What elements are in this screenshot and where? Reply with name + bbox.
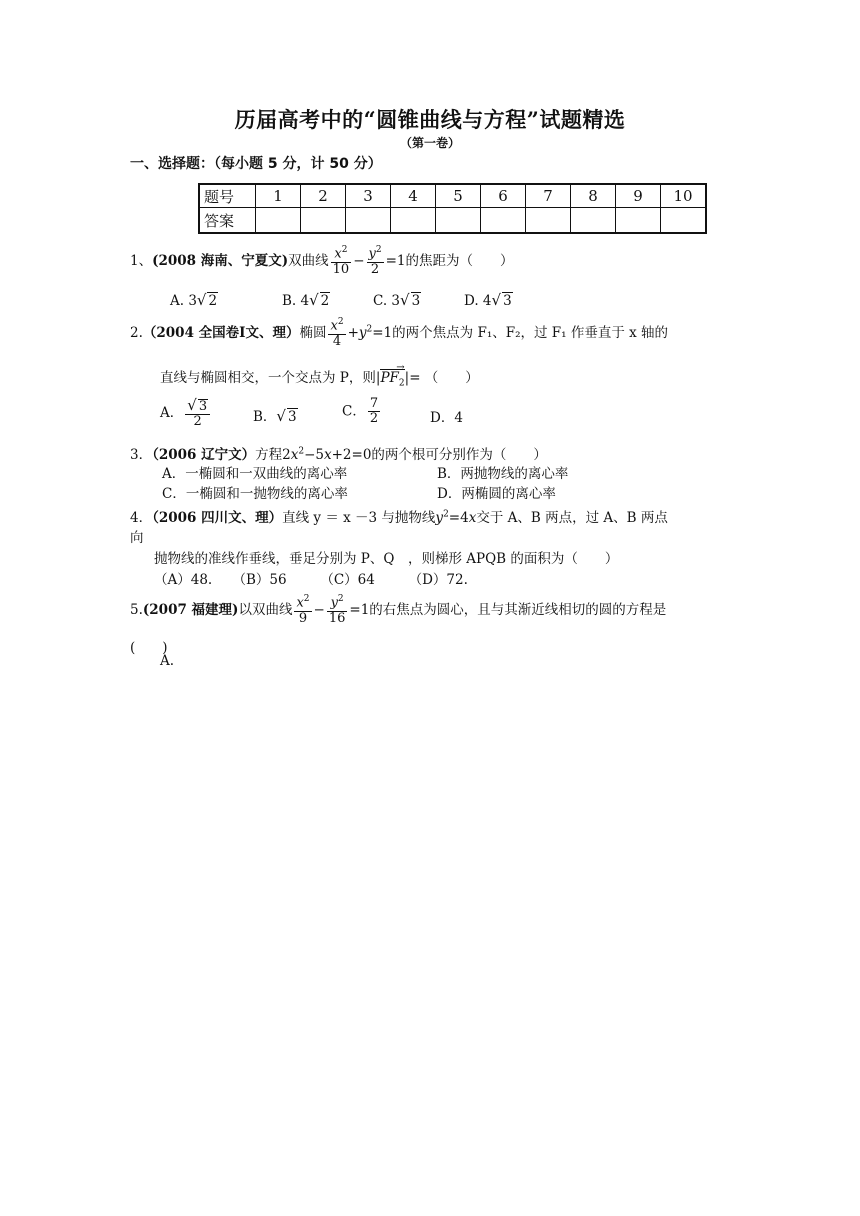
q1-option-a[interactable]: A. 3√ 2 <box>170 291 218 309</box>
q2-option-d[interactable]: D．4 <box>430 410 463 426</box>
question-number-cell: 10 <box>661 184 707 208</box>
q2-fraction-x: $\frac{x^2}{4}$ <box>330 317 344 349</box>
question-number-cell: 3 <box>346 184 391 208</box>
q1-fraction-y: $\frac{y^2}{2}$ <box>368 245 382 277</box>
answer-cell[interactable] <box>571 208 616 234</box>
answer-cell[interactable] <box>346 208 391 234</box>
answer-cell[interactable] <box>616 208 661 234</box>
q2-line-2: 直线与椭圆相交，一个交点为 P，则| → $PF_2|=$ （ ） <box>160 362 479 389</box>
q3-option-b[interactable]: B．两抛物线的离心率 <box>437 466 569 482</box>
question-number-cell: 9 <box>616 184 661 208</box>
q5-line-2: ( ) <box>130 640 168 656</box>
q4-number: 4． <box>130 510 153 526</box>
q2-option-a[interactable]: A． $\frac{√ 3}{2}$ <box>160 397 212 430</box>
q5-option-a[interactable]: A. <box>160 653 175 669</box>
question-number-cell: 1 <box>256 184 301 208</box>
q5-source: (2007 福建理) <box>142 601 239 618</box>
question-number-cell: 2 <box>301 184 346 208</box>
q3-number: 3． <box>130 447 153 463</box>
q1-source: (2008 海南、宁夏文) <box>152 252 289 269</box>
q3-stem-pre: 方程 <box>255 447 283 463</box>
answer-cell[interactable] <box>256 208 301 234</box>
q2-stem-pre: 椭圆 <box>299 324 327 341</box>
question-number-cell: 8 <box>571 184 616 208</box>
q3-option-d[interactable]: D．两椭圆的离心率 <box>437 486 556 502</box>
q3-stem-post: 的两个根可分别作为（ ） <box>371 447 547 463</box>
q1-number: 1、 <box>130 252 153 269</box>
q2-option-c[interactable]: C． $\frac{7}{2}$ <box>342 396 379 427</box>
question-3: 3．（2006 辽宁文）方程$2x^2-5x+2=0$的两个根可分别作为（ ） <box>130 446 547 463</box>
q5-fraction-y: $\frac{y^2}{16}$ <box>328 594 346 626</box>
answer-cell[interactable] <box>526 208 571 234</box>
q1-option-c[interactable]: C. 3√ 3 <box>373 291 421 309</box>
q2-stem-post: 的两个焦点为 F₁、F₂，过 F₁ 作垂直于 x 轴的 <box>392 324 669 341</box>
question-number-cell: 5 <box>436 184 481 208</box>
question-number-cell: 4 <box>391 184 436 208</box>
question-number-cell: 7 <box>526 184 571 208</box>
q2-source: （2004 全国卷Ⅰ文、理） <box>142 324 300 341</box>
q1-option-b[interactable]: B. 4√ 2 <box>282 291 330 309</box>
answer-table <box>198 183 707 234</box>
q4-stem-post: 交于 A、B 两点，过 A、B 两点 <box>476 510 668 526</box>
q3-option-c[interactable]: C．一椭圆和一抛物线的离心率 <box>162 486 348 502</box>
section-heading: 一、选择题：（每小题 5 分，计 50 分） <box>130 156 382 172</box>
q4-source: （2006 四川文、理） <box>152 510 283 526</box>
q1-stem-post: 的焦距为（ ） <box>405 252 514 269</box>
answer-cell[interactable] <box>391 208 436 234</box>
q1-option-d[interactable]: D. 4√ 3 <box>464 291 512 309</box>
q4-options[interactable]: （A）48. （B）56 （C）64 （D）72. <box>154 572 468 588</box>
question-4: 4．（2006 四川文、理）直线 y ＝ x －3 与抛物线$y^2=4x$交于 A、B 两点，过 A、B 两点 <box>130 509 668 526</box>
q1-stem-pre: 双曲线 <box>288 252 329 269</box>
q5-stem-post: 的右焦点为圆心，且与其渐近线相切的圆的方程是 <box>369 601 667 618</box>
row-label-answer: 答案 <box>199 208 256 234</box>
q4-stem-pre: 直线 y ＝ x －3 与抛物线 <box>282 510 436 526</box>
page-subtitle: （第一卷） <box>399 136 460 150</box>
q5-number: 5. <box>130 601 143 618</box>
question-number-cell: 6 <box>481 184 526 208</box>
q4-wrap: 向 <box>130 530 144 546</box>
q5-stem-pre: 以双曲线 <box>238 601 293 618</box>
q4-line-2: 抛物线的准线作垂线，垂足分别为 P、Q ，则梯形 APQB 的面积为（ ） <box>154 551 619 567</box>
q1-fraction-x: $\frac{x^2}{10}$ <box>332 245 350 277</box>
q2-number: 2. <box>130 324 143 341</box>
question-5: 5.(2007 福建理)以双曲线 $\frac{x^2}{9}$ − $\frac{y^2}{16}$ =1的右焦点为圆心，且与其渐近线相切的圆的方程是 <box>130 594 667 626</box>
question-2: 2.（2004 全国卷Ⅰ文、理）椭圆 $\frac{x^2}{4}$ $+y^2=1$的两个焦点为 F₁、F₂，过 F₁ 作垂直于 x 轴的 <box>130 317 669 349</box>
row-label-number: 题号 <box>199 184 256 208</box>
question-1: 1、(2008 海南、宁夏文)双曲线 $\frac{x^2}{10}$ − $\frac{y^2}{2}$ =1的焦距为（ ） <box>130 245 514 277</box>
q5-fraction-x: $\frac{x^2}{9}$ <box>296 594 310 626</box>
page-title: 历届高考中的“圆锥曲线与方程”试题精选 <box>234 107 626 132</box>
answer-row <box>199 208 706 234</box>
answer-cell[interactable] <box>436 208 481 234</box>
answer-cell[interactable] <box>481 208 526 234</box>
answer-cell[interactable] <box>301 208 346 234</box>
q3-option-a[interactable]: A．一椭圆和一双曲线的离心率 <box>162 466 348 482</box>
answer-cell[interactable] <box>661 208 707 234</box>
q3-source: （2006 辽宁文） <box>152 447 256 463</box>
question-number-row <box>199 184 706 208</box>
q2-option-b[interactable]: B．√ 3 <box>253 407 297 425</box>
